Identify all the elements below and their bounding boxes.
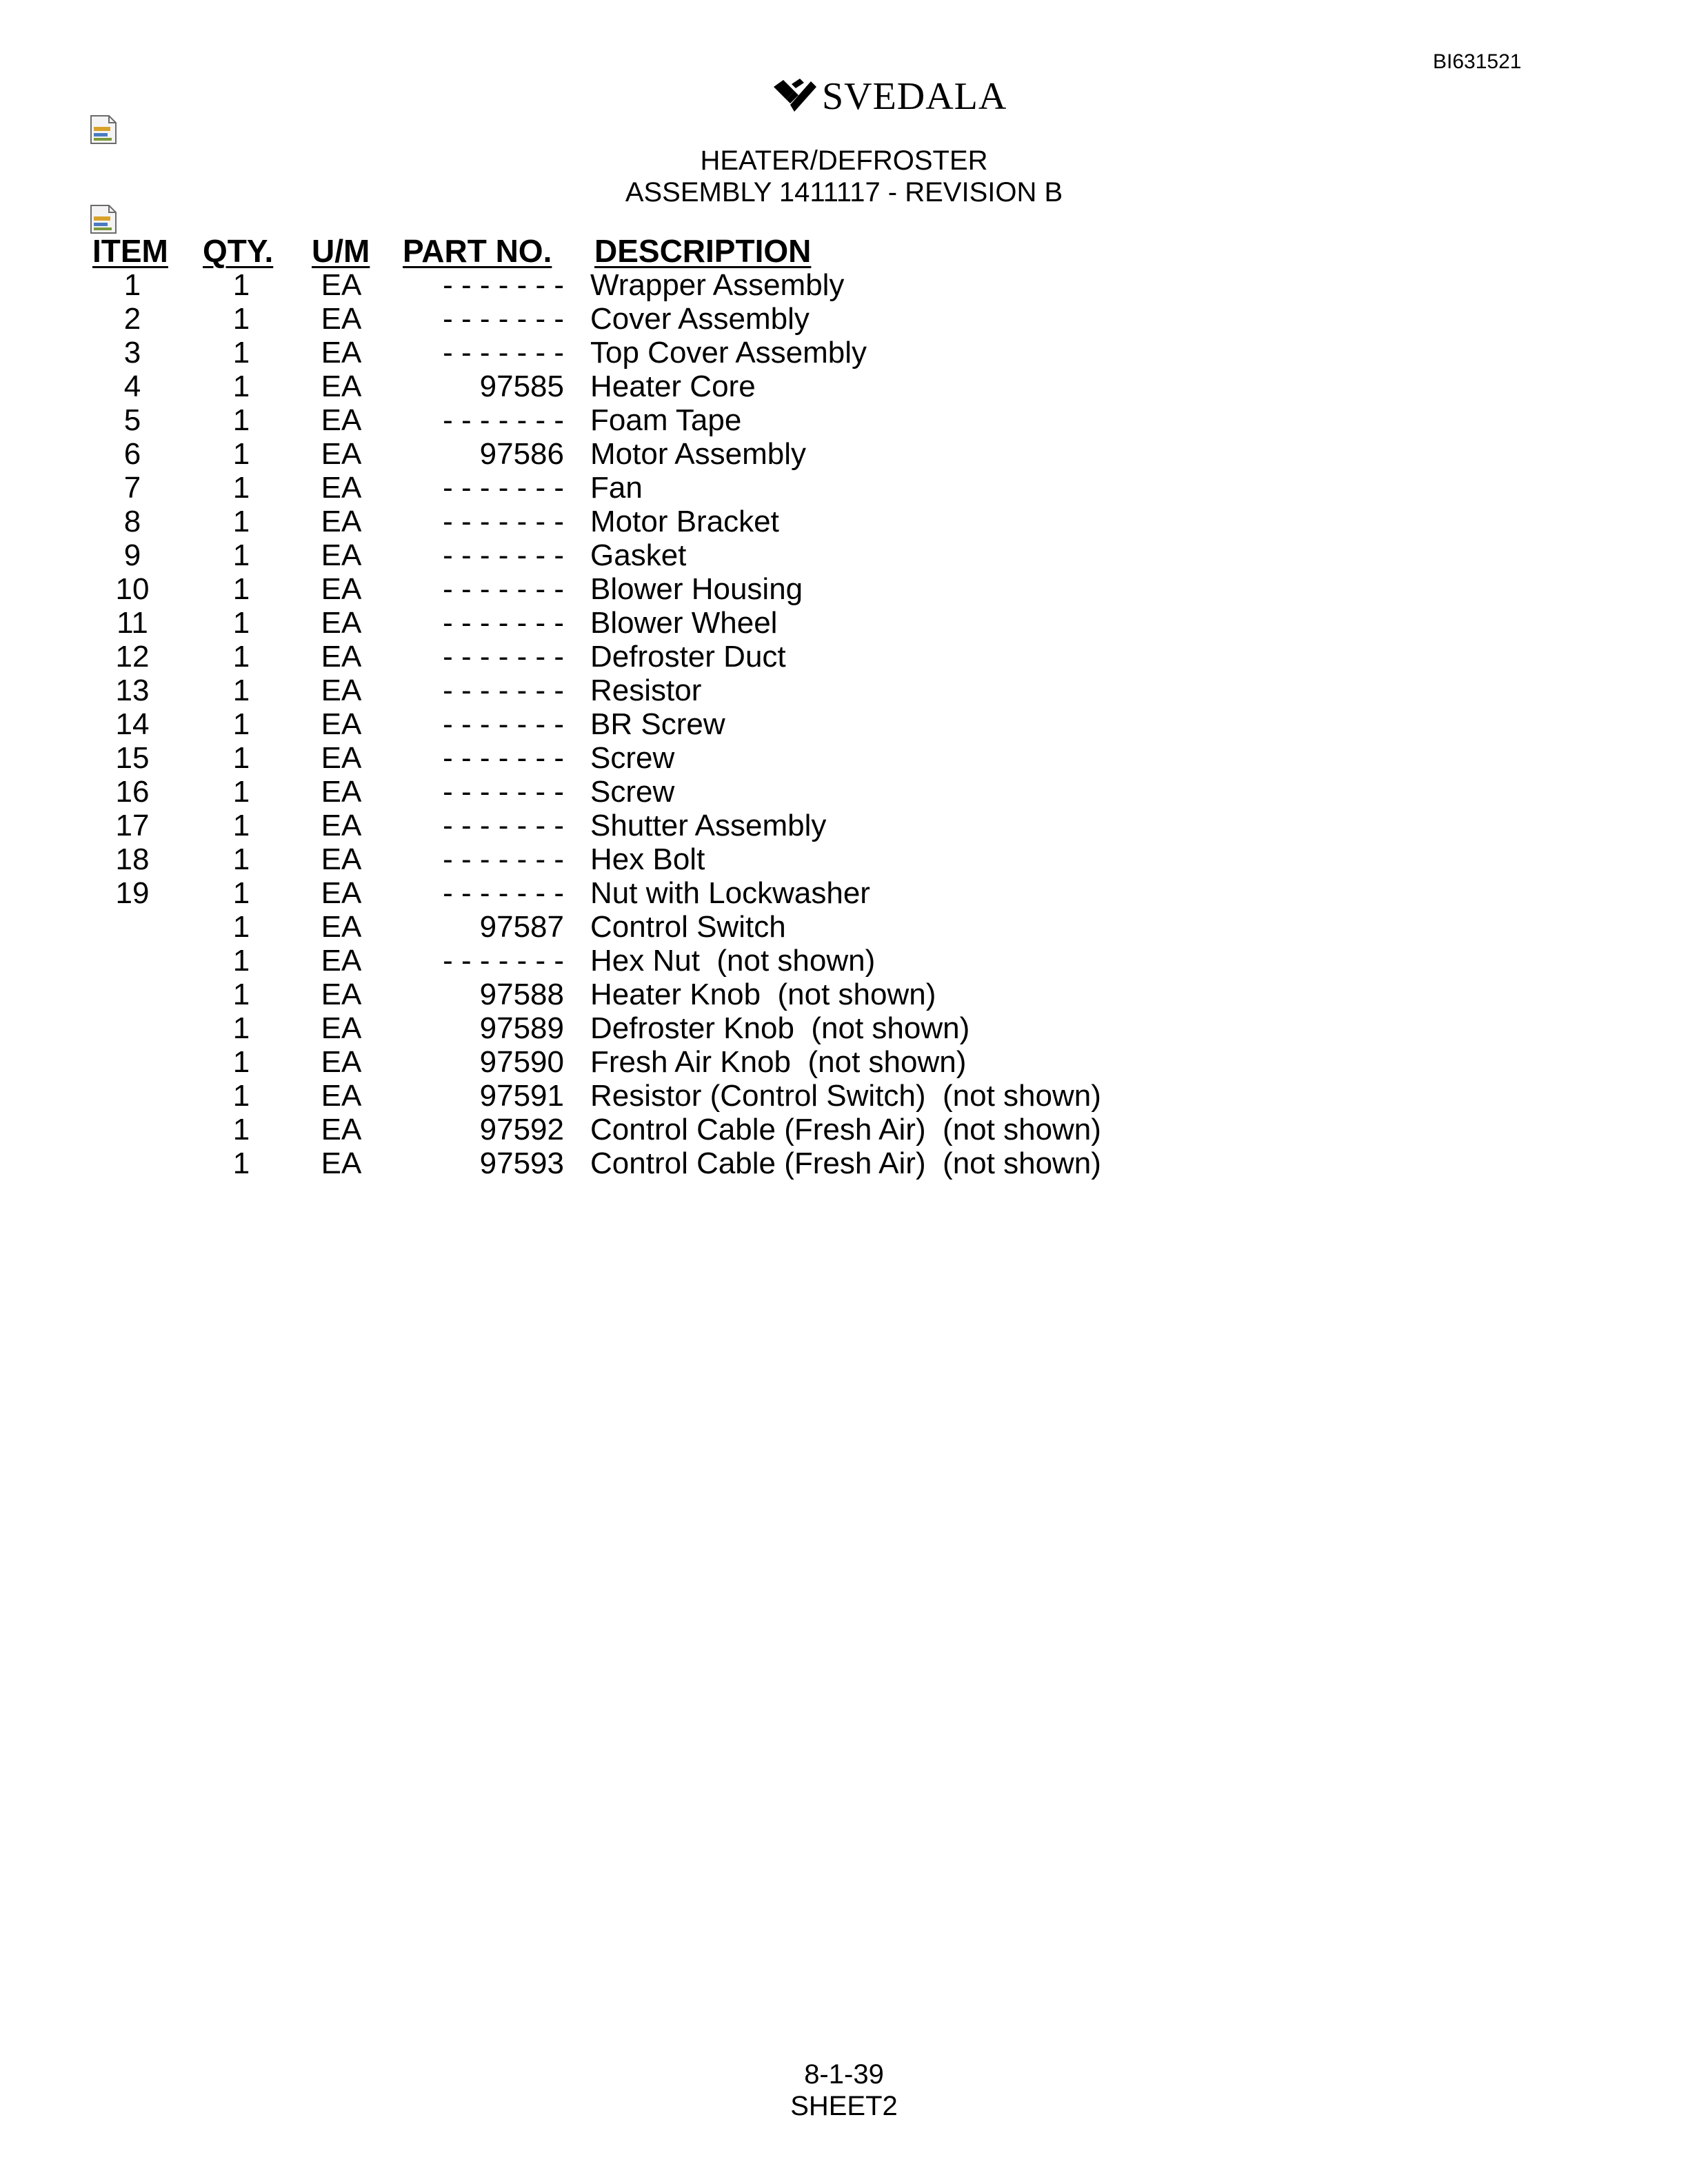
table-row: [0, 471, 1688, 505]
description-cell: Screw: [590, 741, 675, 775]
part-no-cell: 97585: [479, 370, 564, 403]
part-no-cell: - - - - - - -: [443, 403, 564, 437]
item-cell: 10: [115, 572, 150, 606]
um-cell: EA: [321, 471, 362, 505]
header-qty: QTY.: [203, 233, 274, 269]
part-no-cell: - - - - - - -: [443, 572, 564, 606]
part-no-cell: 97590: [479, 1045, 564, 1079]
table-row: [0, 403, 1688, 437]
table-row: [0, 1113, 1688, 1146]
qty-cell: 1: [232, 1146, 250, 1180]
description-cell: Shutter Assembly: [590, 809, 827, 842]
table-row: [0, 978, 1688, 1011]
um-cell: EA: [321, 741, 362, 775]
qty-cell: 1: [232, 741, 250, 775]
table-row: [0, 674, 1688, 707]
table-row: [0, 1079, 1688, 1113]
item-cell: 2: [123, 302, 141, 336]
table-row: [0, 775, 1688, 809]
table-row: [0, 910, 1688, 944]
um-cell: EA: [321, 910, 362, 944]
table-row: [0, 437, 1688, 471]
part-no-cell: 97589: [479, 1011, 564, 1045]
item-cell: 11: [117, 606, 148, 640]
table-row: [0, 1045, 1688, 1079]
qty-cell: 1: [232, 572, 250, 606]
item-cell: 16: [115, 775, 150, 809]
description-cell: Cover Assembly: [590, 302, 810, 336]
part-no-cell: - - - - - - -: [443, 707, 564, 741]
part-no-cell: 97592: [479, 1113, 564, 1146]
parts-list-table: [0, 234, 1688, 1180]
qty-cell: 1: [232, 640, 250, 674]
um-cell: EA: [321, 268, 362, 302]
qty-cell: 1: [232, 775, 250, 809]
qty-cell: 1: [232, 1045, 250, 1079]
item-cell: 19: [115, 876, 150, 910]
description-cell: Top Cover Assembly: [590, 336, 867, 370]
table-row: [0, 640, 1688, 674]
um-cell: EA: [321, 1146, 362, 1180]
item-cell: 15: [115, 741, 150, 775]
qty-cell: 1: [232, 336, 250, 370]
um-cell: EA: [321, 640, 362, 674]
item-cell: 8: [123, 505, 141, 538]
um-cell: EA: [321, 707, 362, 741]
um-cell: EA: [321, 1079, 362, 1113]
qty-cell: 1: [232, 370, 250, 403]
part-no-cell: - - - - - - -: [443, 944, 564, 978]
part-no-cell: - - - - - - -: [443, 640, 564, 674]
brand-name: SVEDALA: [822, 75, 1007, 118]
item-cell: 9: [123, 538, 141, 572]
item-cell: 3: [123, 336, 141, 370]
part-no-cell: 97586: [479, 437, 564, 471]
description-cell: Control Cable (Fresh Air) (not shown): [590, 1113, 1101, 1146]
part-no-cell: - - - - - - -: [443, 336, 564, 370]
assembly-title: HEATER/DEFROSTER: [700, 145, 988, 176]
qty-cell: 1: [232, 302, 250, 336]
description-cell: Hex Nut (not shown): [590, 944, 876, 978]
part-no-cell: 97593: [479, 1146, 564, 1180]
um-cell: EA: [321, 606, 362, 640]
um-cell: EA: [321, 336, 362, 370]
description-cell: Blower Housing: [590, 572, 803, 606]
um-cell: EA: [321, 842, 362, 876]
header-description: DESCRIPTION: [594, 233, 812, 269]
part-no-cell: - - - - - - -: [443, 876, 564, 910]
um-cell: EA: [321, 302, 362, 336]
item-cell: 1: [123, 268, 141, 302]
table-row: [0, 268, 1688, 302]
part-no-cell: 97588: [479, 978, 564, 1011]
qty-cell: 1: [232, 403, 250, 437]
description-cell: Foam Tape: [590, 403, 742, 437]
qty-cell: 1: [232, 910, 250, 944]
description-cell: Resistor: [590, 674, 702, 707]
part-no-cell: 97591: [479, 1079, 564, 1113]
embedded-document-icon[interactable]: [90, 114, 117, 145]
part-no-cell: - - - - - - -: [443, 809, 564, 842]
description-cell: Wrapper Assembly: [590, 268, 845, 302]
item-cell: 13: [115, 674, 150, 707]
table-row: [0, 944, 1688, 978]
embedded-document-icon[interactable]: [90, 204, 117, 234]
qty-cell: 1: [232, 707, 250, 741]
table-row: [0, 572, 1688, 606]
um-cell: EA: [321, 1011, 362, 1045]
description-cell: Motor Assembly: [590, 437, 806, 471]
um-cell: EA: [321, 978, 362, 1011]
description-cell: Control Switch: [590, 910, 786, 944]
qty-cell: 1: [232, 538, 250, 572]
part-no-cell: - - - - - - -: [443, 471, 564, 505]
um-cell: EA: [321, 944, 362, 978]
um-cell: EA: [321, 1113, 362, 1146]
table-row: [0, 842, 1688, 876]
description-cell: Fresh Air Knob (not shown): [590, 1045, 967, 1079]
item-cell: 12: [115, 640, 150, 674]
part-no-cell: - - - - - - -: [443, 775, 564, 809]
table-row: [0, 370, 1688, 403]
table-row: [0, 809, 1688, 842]
description-cell: Blower Wheel: [590, 606, 778, 640]
item-cell: 14: [115, 707, 150, 741]
um-cell: EA: [321, 809, 362, 842]
description-cell: Gasket: [590, 538, 687, 572]
part-no-cell: - - - - - - -: [443, 505, 564, 538]
qty-cell: 1: [232, 1113, 250, 1146]
part-no-cell: - - - - - - -: [443, 268, 564, 302]
table-row: [0, 741, 1688, 775]
header-part-no: PART NO.: [403, 233, 552, 269]
header-item: ITEM: [92, 233, 168, 269]
description-cell: Resistor (Control Switch) (not shown): [590, 1079, 1101, 1113]
qty-cell: 1: [232, 842, 250, 876]
table-row: [0, 538, 1688, 572]
part-no-cell: - - - - - - -: [443, 538, 564, 572]
qty-cell: 1: [232, 1079, 250, 1113]
qty-cell: 1: [232, 944, 250, 978]
document-id: BI631521: [1433, 50, 1522, 73]
um-cell: EA: [321, 370, 362, 403]
table-header-row: [0, 234, 1688, 268]
description-cell: Heater Core: [590, 370, 756, 403]
qty-cell: 1: [232, 505, 250, 538]
um-cell: EA: [321, 876, 362, 910]
table-row: [0, 1011, 1688, 1045]
um-cell: EA: [321, 437, 362, 471]
svedala-logo: [771, 74, 1007, 119]
qty-cell: 1: [232, 876, 250, 910]
description-cell: Fan: [590, 471, 643, 505]
header-um: U/M: [312, 233, 370, 269]
table-row: [0, 302, 1688, 336]
um-cell: EA: [321, 674, 362, 707]
qty-cell: 1: [232, 978, 250, 1011]
qty-cell: 1: [232, 809, 250, 842]
part-no-cell: - - - - - - -: [443, 674, 564, 707]
table-row: [0, 707, 1688, 741]
qty-cell: 1: [232, 437, 250, 471]
item-cell: 7: [123, 471, 141, 505]
description-cell: BR Screw: [590, 707, 725, 741]
um-cell: EA: [321, 775, 362, 809]
item-cell: 17: [115, 809, 150, 842]
description-cell: Hex Bolt: [590, 842, 705, 876]
qty-cell: 1: [232, 1011, 250, 1045]
um-cell: EA: [321, 572, 362, 606]
table-row: [0, 1146, 1688, 1180]
item-cell: 18: [115, 842, 150, 876]
assembly-subtitle: ASSEMBLY 1411117 - REVISION B: [625, 177, 1063, 208]
description-cell: Motor Bracket: [590, 505, 779, 538]
um-cell: EA: [321, 505, 362, 538]
qty-cell: 1: [232, 674, 250, 707]
qty-cell: 1: [232, 471, 250, 505]
part-no-cell: - - - - - - -: [443, 842, 564, 876]
table-row: [0, 876, 1688, 910]
um-cell: EA: [321, 403, 362, 437]
description-cell: Heater Knob (not shown): [590, 978, 936, 1011]
description-cell: Nut with Lockwasher: [590, 876, 870, 910]
table-body: [0, 268, 1688, 1180]
table-row: [0, 606, 1688, 640]
description-cell: Defroster Knob (not shown): [590, 1011, 970, 1045]
um-cell: EA: [321, 538, 362, 572]
table-row: [0, 336, 1688, 370]
sheet-number: SHEET2: [790, 2091, 898, 2121]
item-cell: 4: [123, 370, 141, 403]
table-row: [0, 505, 1688, 538]
item-cell: 6: [123, 437, 141, 471]
svedala-diamond-logo-icon: [771, 77, 818, 116]
part-no-cell: - - - - - - -: [443, 302, 564, 336]
item-cell: 5: [123, 403, 141, 437]
description-cell: Screw: [590, 775, 675, 809]
um-cell: EA: [321, 1045, 362, 1079]
page-number: 8-1-39: [804, 2059, 884, 2090]
description-cell: Control Cable (Fresh Air) (not shown): [590, 1146, 1101, 1180]
qty-cell: 1: [232, 268, 250, 302]
part-no-cell: - - - - - - -: [443, 741, 564, 775]
part-no-cell: 97587: [479, 910, 564, 944]
part-no-cell: - - - - - - -: [443, 606, 564, 640]
description-cell: Defroster Duct: [590, 640, 786, 674]
qty-cell: 1: [232, 606, 250, 640]
